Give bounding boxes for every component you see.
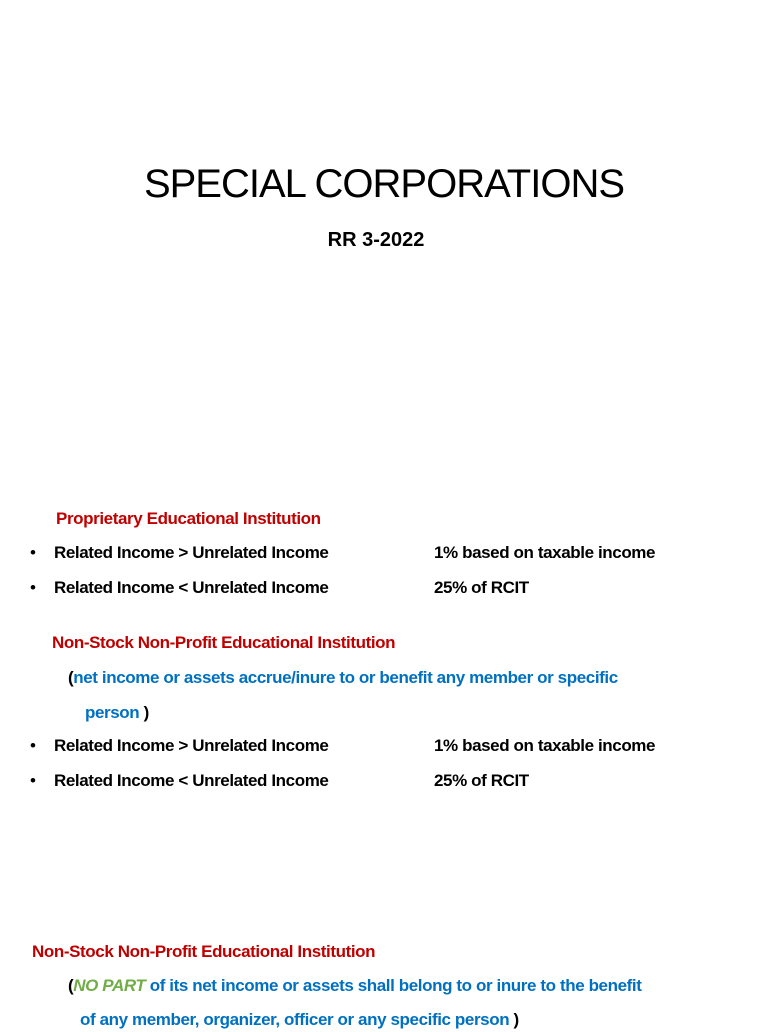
section-heading-nonstock-no-part: Non-Stock Non-Profit Educational Institution: [32, 942, 376, 961]
note-close-paren: ): [139, 703, 149, 722]
bullet: •: [30, 771, 36, 790]
bullet: •: [30, 736, 36, 755]
income-condition: Related Income < Unrelated Income: [54, 771, 329, 790]
tax-rate: 25% of RCIT: [434, 771, 529, 790]
income-row: [30, 769, 750, 793]
section-note-continued: [80, 1008, 519, 1032]
note-open-paren: (: [68, 976, 74, 995]
section-note: [68, 974, 642, 998]
income-row: [30, 576, 750, 600]
bullet: •: [30, 578, 36, 597]
income-row: [30, 734, 750, 758]
note-open-paren: (: [68, 668, 74, 687]
note-emphasis: NO PART: [73, 976, 146, 995]
slide-subtitle: RR 3-2022: [327, 229, 425, 251]
income-row: [30, 541, 750, 565]
tax-rate: 1% based on taxable income: [434, 543, 656, 562]
section-note-continued: [85, 701, 149, 725]
tax-rate: 25% of RCIT: [434, 578, 529, 597]
income-condition: Related Income < Unrelated Income: [54, 578, 329, 597]
section-heading-proprietary: Proprietary Educational Institution: [56, 509, 321, 528]
note-text-line1: net income or assets accrue/inure to or benefit any member or specific: [73, 668, 618, 687]
section-heading-nonstock-profit-inures: Non-Stock Non-Profit Educational Institution: [52, 633, 396, 652]
note-text-line1: of its net income or assets shall belong to or inure to the benefit: [145, 976, 642, 995]
income-condition: Related Income > Unrelated Income: [54, 736, 329, 755]
tax-rate: 1% based on taxable income: [434, 736, 656, 755]
note-text-line2: person: [85, 703, 140, 722]
note-text-line2: of any member, organizer, officer or any specific person: [80, 1010, 510, 1029]
slide-title: SPECIAL CORPORATIONS: [143, 162, 625, 206]
note-close-paren: ): [509, 1010, 519, 1029]
section-note: [68, 666, 618, 690]
income-condition: Related Income > Unrelated Income: [54, 543, 329, 562]
bullet: •: [30, 543, 36, 562]
